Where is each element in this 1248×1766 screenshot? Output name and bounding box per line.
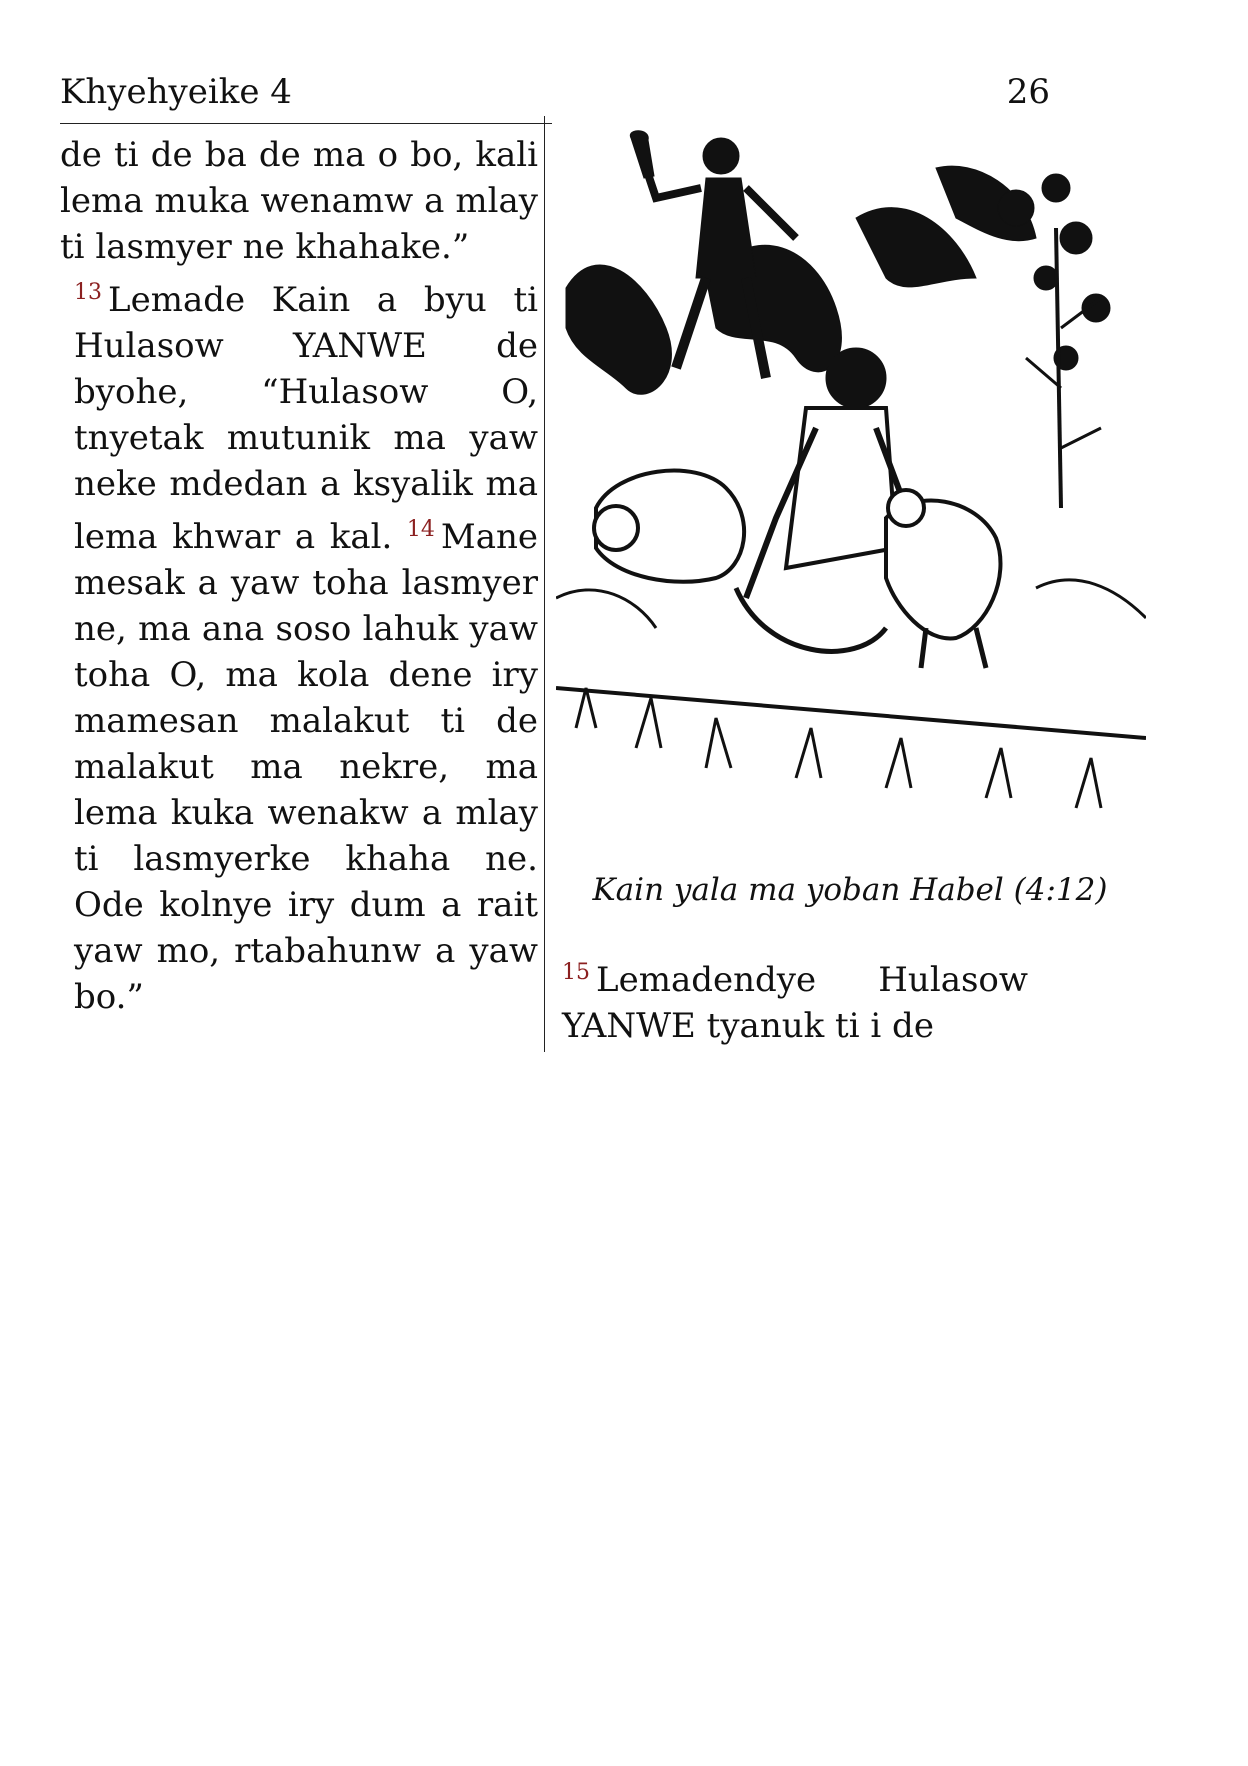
book-chapter-title: Khyehyeike 4 bbox=[60, 72, 292, 112]
column-divider-tick bbox=[538, 123, 552, 124]
header-divider bbox=[60, 123, 550, 124]
illustration-caption: Kain yala ma yoban Habel (4:12) bbox=[592, 872, 1108, 908]
verse-15 bbox=[548, 950, 1028, 1049]
verse-number: 15 bbox=[562, 960, 590, 985]
verse-number: 14 bbox=[406, 517, 435, 542]
verse-13 bbox=[60, 270, 538, 1020]
verse-number: 13 bbox=[74, 280, 102, 305]
page-header bbox=[60, 72, 1050, 110]
verse-text: Lemadendye Hulasow YANWE tyanuk ti i de bbox=[562, 960, 1028, 1046]
page-number: 26 bbox=[1006, 72, 1050, 112]
column-divider bbox=[544, 116, 545, 1052]
verse-text: Lemade Kain a byu ti Hulasow YANWE de byohe, “Hulasow O, tnyetak mutunik ma yaw neke mdedan a ksyalik ma lema khwar a kal. bbox=[74, 280, 538, 557]
paragraph-continuation: de ti de ba de ma o bo, kali lema muka wenamw a mlay ti lasmyer ne khahake.” bbox=[60, 135, 538, 267]
left-text-column bbox=[60, 132, 538, 1020]
right-text-column bbox=[548, 950, 1028, 1049]
line-drawing-image bbox=[556, 128, 1146, 858]
verse-text: Mane mesak a yaw toha lasmyer ne, ma ana soso lahuk yaw toha O, ma kola dene iry mamesan malakut ti de malakut ma nekre, ma lema kuka wenakw a mlay ti lasmyerke khaha ne. Ode kolnye iry dum a rait yaw mo, rtabahunw a yaw bo.” bbox=[74, 517, 538, 1017]
illustration-cain-and-abel bbox=[556, 128, 1146, 858]
